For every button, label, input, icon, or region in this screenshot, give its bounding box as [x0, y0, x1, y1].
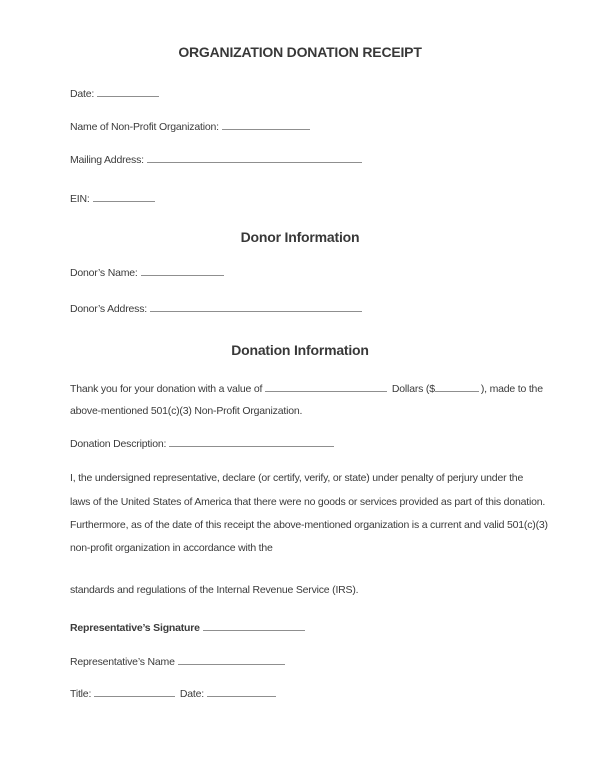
representative-name-row — [70, 655, 287, 669]
donation-description-label: Donation Description: — [70, 438, 167, 450]
date-label: Date: — [70, 88, 95, 100]
donation-description-blank-line — [169, 437, 334, 447]
signature-date-blank-line — [207, 687, 276, 697]
title-label: Title: — [70, 688, 92, 700]
donor-address-blank-line — [150, 302, 362, 312]
signature-date-label: Date: — [179, 688, 204, 700]
value-sentence-part2: Dollars ($ — [391, 383, 435, 395]
representative-name-label: Representative’s Name — [70, 656, 175, 668]
title-date-row — [70, 687, 278, 701]
value-amount-blank-line — [265, 382, 387, 392]
representative-name-blank-line — [178, 655, 285, 665]
donor-name-blank-line — [141, 266, 224, 276]
document-title: ORGANIZATION DONATION RECEIPT — [178, 44, 422, 60]
ein-blank-line — [93, 192, 155, 202]
donor-name-row — [70, 266, 226, 280]
nonprofit-name-blank-line — [222, 120, 310, 130]
nonprofit-name-label: Name of Non-Profit Organization: — [70, 121, 219, 133]
value-sentence-part3: ), made to the — [480, 383, 543, 395]
mailing-address-label: Mailing Address: — [70, 154, 144, 166]
value-dollar-blank-line — [435, 382, 479, 392]
representative-signature-blank-line — [203, 621, 305, 631]
legal-closing-line: standards and regulations of the Internal Revenue Service (IRS). — [70, 584, 359, 596]
donor-name-label: Donor’s Name: — [70, 267, 138, 279]
date-row — [70, 87, 161, 101]
donor-address-row — [70, 302, 364, 316]
legal-paragraph-line3: Furthermore, as of the date of this receipt the above-mentioned organization is a current and valid 501(c)(3) — [70, 519, 548, 531]
donation-description-row — [70, 437, 336, 451]
donation-information-heading: Donation Information — [231, 342, 369, 358]
legal-paragraph-line2: laws of the United States of America that there were no goods or services provided as part of this donation. — [70, 496, 546, 508]
nonprofit-name-row — [70, 120, 312, 134]
legal-paragraph-line1: I, the undersigned representative, declare (or certify, verify, or state) under penalty of perjury under the — [70, 472, 524, 484]
donor-address-label: Donor’s Address: — [70, 303, 147, 315]
donor-information-heading: Donor Information — [240, 229, 360, 245]
title-blank-line — [94, 687, 175, 697]
mailing-address-row — [70, 153, 364, 167]
ein-label: EIN: — [70, 193, 90, 205]
legal-paragraph-line4: non-profit organization in accordance with the — [70, 542, 273, 554]
date-blank-line — [97, 87, 159, 97]
ein-row — [70, 192, 157, 206]
donation-value-sentence-line2: above-mentioned 501(c)(3) Non-Profit Organization. — [70, 405, 303, 417]
value-sentence-part1: Thank you for your donation with a value of — [70, 383, 263, 395]
mailing-address-blank-line — [147, 153, 362, 163]
representative-signature-label: Representative’s Signature — [70, 622, 200, 634]
donation-value-sentence-line1 — [70, 382, 543, 396]
representative-signature-row — [70, 621, 307, 635]
